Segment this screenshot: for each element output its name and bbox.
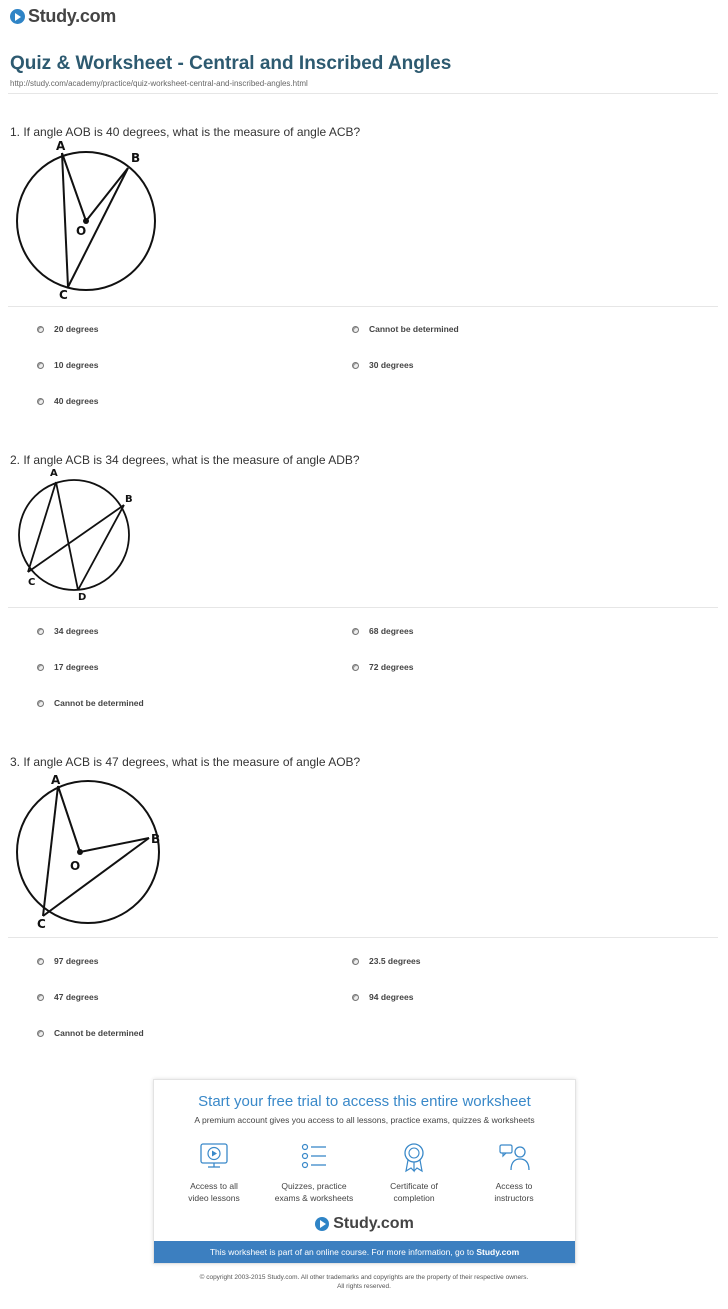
- header-divider: [8, 93, 718, 94]
- label-A: A: [56, 140, 66, 153]
- label-C: C: [37, 917, 46, 931]
- answer-option[interactable]: [37, 1028, 144, 1038]
- label-O: O: [76, 224, 87, 238]
- radio-button[interactable]: [37, 398, 44, 405]
- radio-button[interactable]: [352, 362, 359, 369]
- feature-label: exams & worksheets: [274, 1193, 354, 1203]
- option-label: 40 degrees: [54, 396, 99, 406]
- question-1-figure: [8, 140, 158, 302]
- answer-option[interactable]: [352, 360, 413, 370]
- feature-quizzes: [264, 1140, 364, 1204]
- feature-video-lessons: [164, 1140, 264, 1204]
- feature-label: video lessons: [188, 1193, 240, 1203]
- answer-option[interactable]: [352, 662, 413, 672]
- radio-button[interactable]: [352, 628, 359, 635]
- page-title: Quiz & Worksheet - Central and Inscribed Angles: [10, 53, 452, 74]
- option-label: Cannot be determined: [54, 698, 144, 708]
- promo-bar-link[interactable]: Study.com: [476, 1247, 520, 1257]
- study-logo[interactable]: [10, 6, 116, 27]
- radio-button[interactable]: [352, 326, 359, 333]
- radio-button[interactable]: [352, 958, 359, 965]
- label-C: C: [28, 577, 36, 588]
- option-label: 47 degrees: [54, 992, 99, 1002]
- label-D: D: [78, 592, 87, 603]
- video-lessons-icon: [197, 1140, 231, 1174]
- label-A: A: [50, 468, 58, 479]
- feature-label: Quizzes, practice: [281, 1181, 347, 1191]
- feature-label: instructors: [494, 1193, 534, 1203]
- label-B: B: [131, 151, 141, 165]
- option-label: 30 degrees: [369, 360, 414, 370]
- radio-button[interactable]: [352, 994, 359, 1001]
- question-1-text: 1. If angle AOB is 40 degrees, what is the measure of angle ACB?: [10, 125, 361, 139]
- option-label: 20 degrees: [54, 324, 99, 334]
- question-2-divider: [8, 607, 718, 608]
- label-A: A: [51, 773, 61, 787]
- question-3-text: 3. If angle ACB is 47 degrees, what is the measure of angle AOB?: [10, 755, 361, 769]
- radio-button[interactable]: [37, 362, 44, 369]
- radio-button[interactable]: [352, 664, 359, 671]
- page-url: http://study.com/academy/practice/quiz-worksheet-central-and-inscribed-angles.html: [10, 79, 308, 88]
- radio-button[interactable]: [37, 326, 44, 333]
- feature-label: completion: [393, 1193, 435, 1203]
- copyright-line-2: All rights reserved.: [337, 1283, 391, 1290]
- answer-option[interactable]: [37, 324, 98, 334]
- radio-button[interactable]: [37, 664, 44, 671]
- brand-name: Study.com: [28, 6, 116, 26]
- option-label: 68 degrees: [369, 626, 414, 636]
- question-1-divider: [8, 306, 718, 307]
- promo-bar-text: This worksheet is part of an online course. For more information, go to: [209, 1247, 477, 1257]
- option-label: 10 degrees: [54, 360, 99, 370]
- answer-option[interactable]: [352, 324, 459, 334]
- play-logo-icon: [10, 9, 25, 24]
- option-label: 23.5 degrees: [369, 956, 421, 966]
- brand-name: Study.com: [333, 1215, 414, 1232]
- radio-button[interactable]: [37, 994, 44, 1001]
- instructor-icon: [497, 1140, 531, 1174]
- label-C: C: [59, 288, 68, 302]
- promo-title[interactable]: Start your free trial to access this entire worksheet: [198, 1093, 531, 1110]
- play-logo-icon: [315, 1217, 329, 1231]
- list-icon: [297, 1140, 331, 1174]
- label-B: B: [151, 832, 161, 846]
- answer-option[interactable]: [37, 626, 98, 636]
- option-label: 34 degrees: [54, 626, 99, 636]
- answer-option[interactable]: [352, 626, 413, 636]
- certificate-icon: [397, 1140, 431, 1174]
- answer-option[interactable]: [37, 396, 98, 406]
- radio-button[interactable]: [37, 958, 44, 965]
- option-label: Cannot be determined: [54, 1028, 144, 1038]
- label-B: B: [125, 494, 133, 505]
- answer-option[interactable]: [352, 992, 413, 1002]
- copyright: [0, 1273, 728, 1291]
- option-label: 72 degrees: [369, 662, 414, 672]
- copyright-line-1: © copyright 2003-2015 Study.com. All other trademarks and copyrights are the property of their respective owners.: [199, 1274, 529, 1281]
- answer-option[interactable]: [37, 956, 98, 966]
- question-2-text: 2. If angle ACB is 34 degrees, what is the measure of angle ADB?: [10, 453, 360, 467]
- question-2-figure: [8, 465, 148, 607]
- answer-option[interactable]: [352, 956, 421, 966]
- answer-option[interactable]: [37, 360, 98, 370]
- label-O: O: [70, 859, 81, 873]
- answer-option[interactable]: [37, 992, 98, 1002]
- answer-option[interactable]: [37, 698, 144, 708]
- question-3-divider: [8, 937, 718, 938]
- option-label: 94 degrees: [369, 992, 414, 1002]
- feature-label: Access to all: [190, 1181, 238, 1191]
- feature-label: Certificate of: [390, 1181, 438, 1191]
- radio-button[interactable]: [37, 700, 44, 707]
- option-label: 17 degrees: [54, 662, 99, 672]
- feature-certificate: [364, 1140, 464, 1204]
- answer-option[interactable]: [37, 662, 98, 672]
- radio-button[interactable]: [37, 628, 44, 635]
- promo-study-logo[interactable]: [154, 1215, 575, 1233]
- feature-label: Access to: [495, 1181, 533, 1191]
- option-label: Cannot be determined: [369, 324, 459, 334]
- radio-button[interactable]: [37, 1030, 44, 1037]
- promo-subtitle: A premium account gives you access to all lessons, practice exams, quizzes & worksheets: [194, 1115, 535, 1125]
- promo-info-bar: [154, 1241, 575, 1263]
- feature-instructors: [464, 1140, 564, 1204]
- question-3-figure: [8, 770, 166, 935]
- free-trial-promo[interactable]: [153, 1079, 576, 1264]
- option-label: 97 degrees: [54, 956, 99, 966]
